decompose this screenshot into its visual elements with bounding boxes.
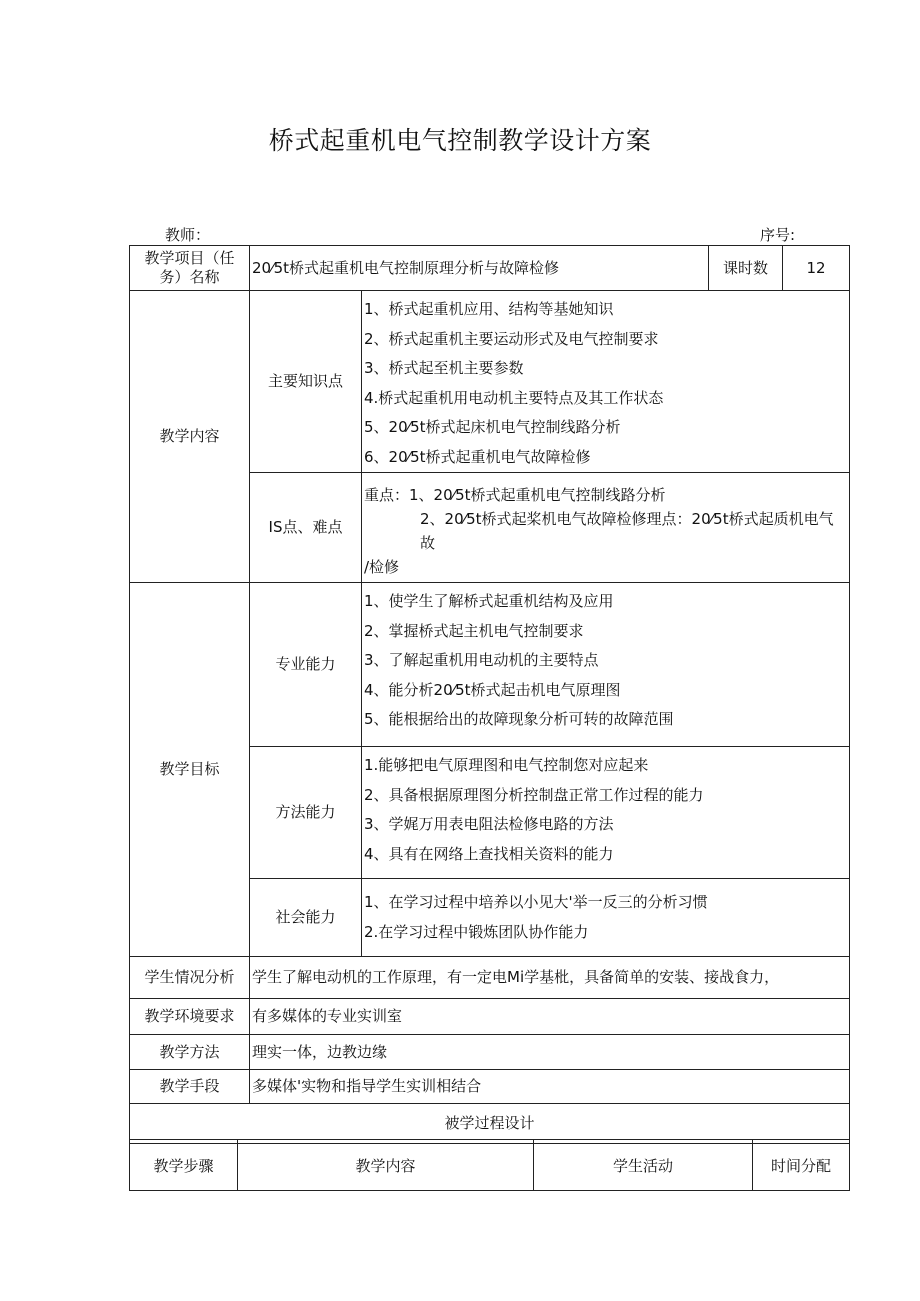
difficulty-line: 重点：1、20⁄5t桥式起重机电气控制线路分析: [364, 485, 666, 504]
steps-header-step: 教学步骤: [130, 1140, 238, 1191]
hours-value: 12: [783, 246, 850, 291]
goals-label: 教学目标: [130, 583, 250, 957]
social-ability-label: 社会能力: [250, 879, 362, 957]
list-item: 2、掌握桥式起主机电气控制要求: [364, 621, 584, 640]
teaching-method-label: 教学方法: [130, 1035, 250, 1070]
steps-header-content: 教学内容: [238, 1140, 534, 1191]
difficulty-line: /检修: [364, 557, 400, 576]
difficulty-text: [362, 473, 850, 583]
project-name: 20⁄5t桥式起重机电气控制原理分析与故障检修: [250, 246, 709, 291]
list-item: 5、能根据给出的故障现象分析可转的故障范围: [364, 710, 674, 728]
steps-header-activity: 学生活动: [534, 1140, 753, 1191]
method-ability-label: 方法能力: [250, 747, 362, 879]
social-ability-list: [362, 879, 850, 957]
method-ability-list: [362, 747, 850, 879]
list-item: 2.在学习过程中锻炼团队协作能力: [364, 922, 589, 941]
steps-header-time: 时间分配: [753, 1140, 850, 1191]
list-item: 1、在学习过程中培养以小见大'举一反三的分析习惯: [364, 893, 708, 911]
knowledge-list: [362, 291, 850, 473]
list-item: 2、具备根据原理图分析控制盘正常工作过程的能力: [364, 785, 704, 804]
list-item: 2、桥式起重机主要运动形式及电气控制要求: [364, 329, 659, 348]
teacher-label: 教师：: [165, 226, 211, 244]
student-analysis-value: 学生了解电动机的工作原理，有一定电Mi学基枇，具备简单的安装、接战食力，: [250, 957, 850, 999]
difficulty-label: IS点、难点: [250, 473, 362, 583]
process-design-header: 被学过程设计: [130, 1104, 850, 1144]
sequence-label: 序号:: [760, 226, 796, 244]
hours-label: 课时数: [709, 246, 783, 291]
list-item: 1、桥式起重机应用、结构等基她知识: [364, 300, 614, 318]
list-item: 4、能分析20⁄5t桥式起击机电气原理图: [364, 680, 621, 699]
list-item: 5、20⁄5t桥式起床机电气控制线路分析: [364, 418, 621, 436]
teaching-means-value: 多媒体'实物和指导学生实训相结合: [250, 1070, 850, 1104]
list-item: 1.能够把电气原理图和电气控制您对应起来: [364, 756, 649, 774]
professional-label: 专业能力: [250, 583, 362, 747]
environment-value: 有多媒体的专业实训室: [250, 999, 850, 1035]
lesson-plan-table: [129, 245, 850, 1144]
teaching-method-value: 理实一体，边教边缘: [250, 1035, 850, 1070]
list-item: 3、学娓万用表电阻法检修电路的方法: [364, 815, 614, 833]
content-label: 教学内容: [130, 291, 250, 583]
list-item: 4、具有在网络上查找相关资料的能力: [364, 844, 614, 863]
list-item: 4.桥式起重机用电动机主要特点及其工作状态: [364, 388, 664, 407]
document-title: 桥式起重机电气控制教学设计方案: [268, 126, 652, 155]
environment-label: 教学环境要求: [130, 999, 250, 1035]
professional-list: [362, 583, 850, 747]
project-label: 教学项目（任务）名称: [130, 246, 250, 291]
steps-table: [129, 1139, 850, 1191]
difficulty-line: 2、20⁄5t桥式起桨机电气故障检修理点：20⁄5t桥式起质机电气故: [420, 509, 834, 552]
teaching-means-label: 教学手段: [130, 1070, 250, 1104]
list-item: 1、使学生了解桥式起重机结构及应用: [364, 592, 614, 610]
list-item: 3、了解起重机用电动机的主要特点: [364, 651, 599, 669]
list-item: 6、20⁄5t桥式起重机电气故障检修: [364, 447, 591, 466]
list-item: 3、桥式起至机主要参数: [364, 359, 524, 377]
student-analysis-label: 学生情况分析: [130, 957, 250, 999]
knowledge-label: 主要知识点: [250, 291, 362, 473]
